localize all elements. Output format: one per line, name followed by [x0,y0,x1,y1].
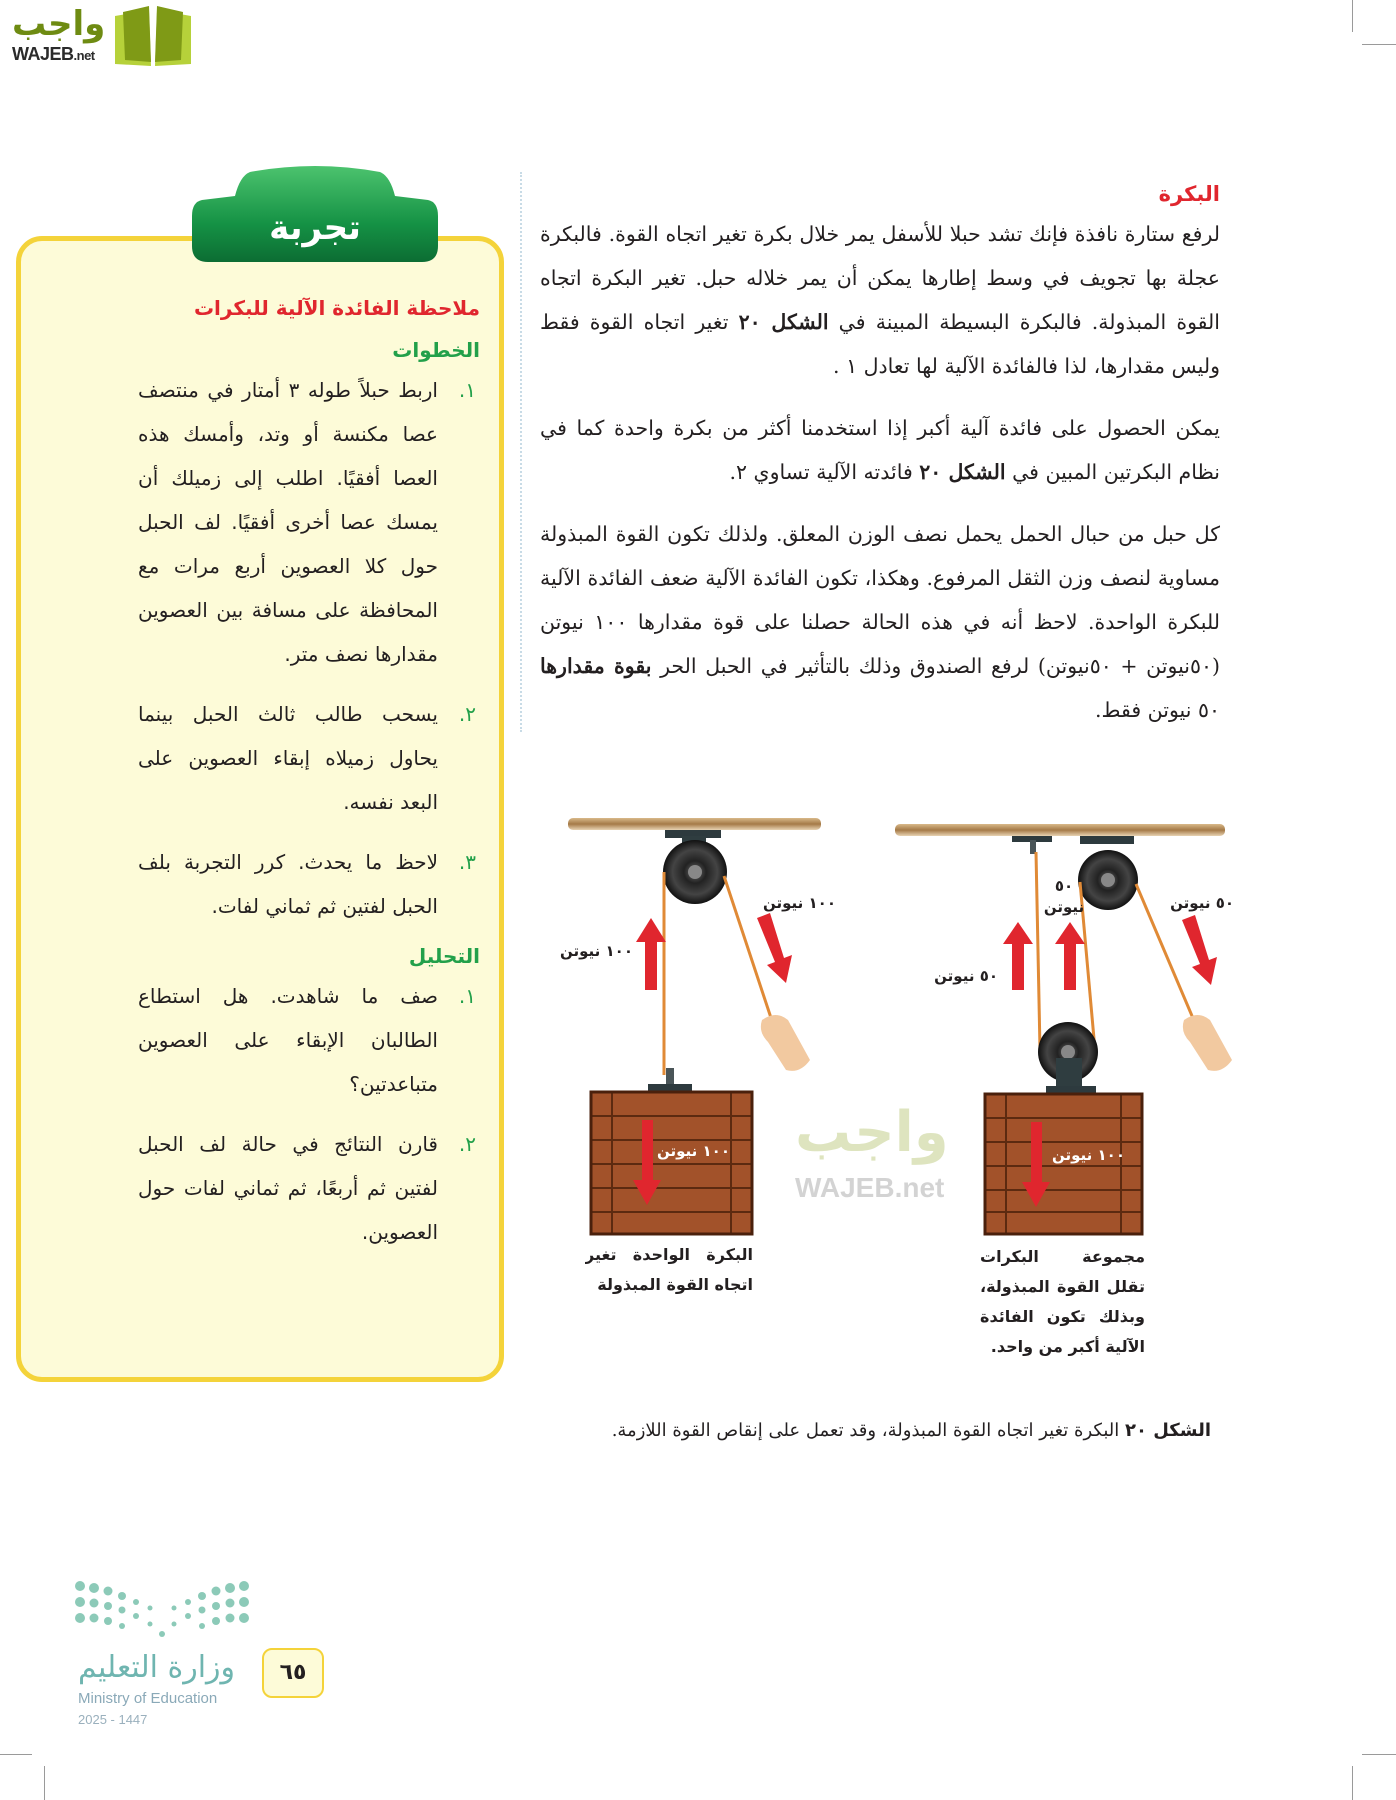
text: كل حبل من حبال الحمل يحمل نصف الوزن المعلق. ولذلك تكون القوة المبذولة مساوية لنصف وزن الثقل المرفوع. وهكذا، تكون الفائدة الآلية ضعف الفائدة الآلية للبكرة الواحدة. لاحظ أنه في هذه الحالة حصلنا على قوة مقدارها ١٠٠ نيوتن (٥٠نيوتن + ٥٠نيوتن) لرفع الصندوق وذلك بالتأثير في الحبل الحر [540,522,1220,678]
tab-label: تجربة [269,208,361,248]
weight-label: ١٠٠ نيوتن [657,1142,730,1160]
rope [1036,852,1040,1050]
figure-ref: الشكل ٢٠ [738,310,829,334]
paragraph-3 [540,512,1220,732]
crate [985,1094,1142,1234]
hand-icon [1183,1015,1232,1071]
force-label-unit: نيوتن [1043,898,1085,916]
force-label: ١٠٠ نيوتن [763,894,836,912]
analysis-heading: التحليل [408,944,480,968]
up-arrow [636,918,666,990]
paragraph-2 [540,406,1220,494]
hand-icon [761,1015,810,1071]
logo-arabic: واجب [12,4,106,44]
paragraph-1 [540,212,1220,388]
ministry-name-arabic: وزارة التعليم [78,1650,236,1685]
experiment-content [40,296,480,1270]
text: فائدته الآلية تساوي ٢. [729,460,920,484]
watermark-arabic: واجب [795,1100,949,1165]
analysis-text: صف ما شاهدت. هل استطاع الطالبان الإبقاء على العصوين متباعدتين؟ [138,984,438,1096]
figure-caption [612,1420,1211,1441]
step-number: ٢. [458,702,476,726]
step-item [40,840,480,928]
ministry-logo [72,1578,252,1728]
single-pulley-diagram [560,818,836,1234]
text: يمكن الحصول على فائدة آلية أكبر إذا استخدمنا أكثر من بكرة واحدة كما في نظام البكرتين المبين في [540,416,1220,484]
step-text: يسحب طالب ثالث الحبل بينما يحاول زميلاه إبقاء العصوين على البعد نفسه. [138,702,438,814]
main-text [540,176,1220,750]
analysis-item [40,974,480,1106]
text: تغير اتجاه القوة فقط وليس مقدارها، لذا فالفائدة الآلية لها تعادل ١ . [540,310,1220,378]
force-label-number: ٥٠ [1054,877,1074,895]
crop-mark [0,1754,32,1755]
single-pulley-caption: البكرة الواحدة تغير اتجاه القوة المبذولة [585,1245,753,1294]
single-pulley-caption-box [585,1240,755,1310]
logo-latin [12,44,95,65]
step-item [40,368,480,676]
step-number: ٣. [458,850,476,874]
down-arrow [757,913,792,983]
step-item [40,692,480,824]
experiment-tab [190,166,440,266]
analysis-item [40,1122,480,1254]
text: ٥٠ نيوتن فقط. [1094,698,1220,722]
ministry-emblem-icon [72,1578,252,1648]
pulley-system-caption-box [980,1242,1150,1402]
ministry-name-english: Ministry of Education [78,1690,218,1707]
analysis-number: ١. [458,984,476,1008]
weight-label: ١٠٠ نيوتن [1052,1146,1125,1164]
pulley-system-diagram [895,824,1234,1234]
bold-text: بقوة مقدارها [540,654,652,678]
figure-ref: الشكل ٢٠ [919,460,1006,484]
crop-mark [44,1766,45,1800]
step-number: ١. [458,378,476,402]
crop-mark [1362,44,1396,45]
force-label: ١٠٠ نيوتن [560,942,633,960]
experiment-title: ملاحظة الفائدة الآلية للبكرات [193,296,480,320]
step-text: لاحظ ما يحدث. كرر التجربة بلف الحبل لفتين ثم ثماني لفات. [138,850,438,918]
logo-domain: .net [73,48,95,63]
pulley-figure [560,810,1240,1410]
text: لرفع ستارة نافذة فإنك تشد حبلا للأسفل يمر خلال بكرة تغير اتجاه القوة. فالبكرة عجلة بها تجويف في وسط إطارها يمكن أن يمر خلاله حبل. تغير البكرة اتجاه القوة المبذولة. فالبكرة البسيطة المبينة في [540,222,1220,334]
column-divider [520,172,522,732]
crop-mark [1362,1754,1396,1755]
academic-year: 2025 - 1447 [78,1712,148,1727]
watermark-latin: WAJEB.net [795,1172,945,1203]
analysis-text: قارن النتائج في حالة لف الحبل لفتين ثم أربعًا، ثم ثماني لفات حول العصوين. [138,1132,438,1244]
down-arrow [1182,915,1217,985]
ceiling-beam [568,818,821,830]
up-arrow [1003,922,1033,990]
wajeb-logo[interactable] [8,4,193,70]
pulley-system-caption: مجموعة البكرات تقلل القوة المبذولة، وبذلك تكون الفائدة الآلية أكبر من واحد. [980,1247,1145,1356]
ceiling-beam [895,824,1225,836]
force-label: ٥٠ نيوتن [934,967,998,985]
figure-caption-text: البكرة تغير اتجاه القوة المبذولة، وقد تعمل على إنقاص القوة اللازمة. [611,1420,1125,1441]
crate [591,1092,752,1234]
page-number: ٦٥ [262,1648,324,1698]
step-text: اربط حبلاً طوله ٣ أمتار في منتصف عصا مكنسة أو وتد، وأمسك هذه العصا أفقيًا. اطلب إلى زميلك أن يمسك عصا أخرى أفقيًا. لف الحبل حول كلا العصوين أربع مرات مع المحافظة على مسافة بين العصوين مقدارها نصف متر. [138,378,438,666]
section-heading: البكرة [1158,182,1220,206]
crop-mark [1352,0,1353,32]
up-arrow [1055,922,1085,990]
crop-mark [1352,1766,1353,1800]
open-book-icon [113,6,193,68]
logo-latin-name: WAJEB [12,44,74,64]
figure-caption-label: الشكل ٢٠ [1124,1420,1211,1441]
analysis-number: ٢. [458,1132,476,1156]
steps-heading: الخطوات [392,338,480,362]
force-label: ٥٠ نيوتن [1170,894,1234,912]
